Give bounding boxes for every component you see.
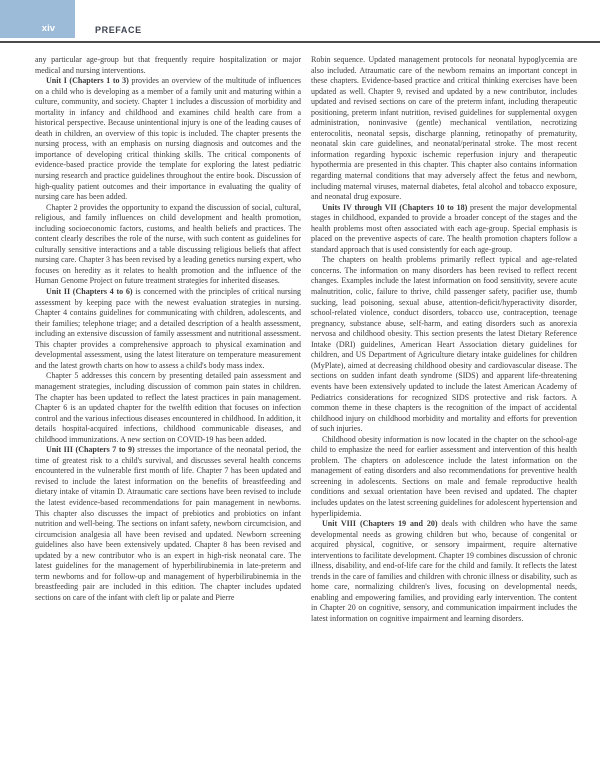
paragraph-text: any particular age-group but that frequently require hospitalization or major medical and nursing interventions.: [35, 55, 301, 75]
paragraph-text: stresses the importance of the neonatal period, the time of greatest risk to a child's survival, and discusses several health concerns encountered in the vulnerable first month of life. Chapter 7 has been updated and revised to include the latest information on the benefits of breastfeeding and dietary intake of vitamin D. Atraumatic care sections have been revised to include the latest evidence-based recommendations for pain management in newborns. This chapter also discusses the impact of prebiotics and probiotics on infant nutrition and well-being. The sections on infant safety, newborn circumcision, and circumcision analgesia all have been revised and updated. Newborn screening guidelines also have been extensively updated. Chapter 8 has been revised and updated by a new contributor who is an expert in high-risk neonatal care. The latest guidelines for the management of hyperbilirubinemia in late-preterm and term newborns and for follow-up and management of hyperbilirubinemia in the breastfeeding pair are included in this edition. The chapter includes updated sections on care of the infant with cleft lip or palate and Pierre: [35, 445, 302, 602]
unit-lead: Unit VIII (Chapters 19 and 20): [322, 519, 442, 529]
paragraph: [35, 371, 301, 445]
paragraph: [35, 445, 301, 603]
paragraph-text: Chapter 5 addresses this concern by presenting detailed pain assessment and management strategies, including discussion of common pain states in children. The chapter has been updated to reflect the latest practices in pain management. Chapter 6 is an updated chapter for the twelfth edition that focuses on infection control and the various infectious diseases encountered in childhood. In addition, it details hospital-acquired infections, childhood communicable diseases, and childhood immunizations. A new section on COVID-19 has been added.: [35, 371, 301, 444]
unit-lead: Unit I (Chapters 1 to 3): [46, 76, 132, 86]
header-title: PREFACE: [95, 25, 142, 35]
paragraph: [35, 287, 301, 371]
paragraph: [311, 435, 577, 519]
left-column: [35, 55, 301, 625]
paragraph-text: Childhood obesity information is now located in the chapter on the school-age child to emphasize the need for earlier assessment and intervention of this health problem. The chapters on adolescence include the latest information on the management of eating disorders and also recommendations for preventive health screening in adolescents. Sections on male and female reproductive health conditions and sexual orientation have been revised and updated. The chapter includes updates on the latest screening guidelines for adolescent hypertension and hyperlipidemia.: [311, 434, 577, 518]
paragraph-text: is concerned with the principles of critical nursing assessment by keeping pace with the newest evaluation strategies in nursing. Chapter 4 contains guidelines for communicating with children, adolescents, and their families; telephone triage; and a detailed description of a health assessment, including an extensive discussion of family assessment and nutritional assessment. This chapter provides a comprehensive approach to physical examination and developmental assessment, using the latest literature on temperature measurement and the latest growth charts on how to assess a child's body mass index.: [35, 287, 301, 370]
paragraph: [311, 255, 577, 434]
page-number-block: [0, 0, 75, 38]
paragraph-text: Robin sequence. Updated management protocols for neonatal hypoglycemia are also included. Atraumatic care of the newborn remains an important concept in these chapters. Evidence-based practice and critical thinking exercises have been updated as well. Chapter 9, revised and updated by a new contributor, includes updated and revised sections on care of the preterm infant, including therapeutic positioning, preterm infant nutrition, revised guidelines for supplemental oxygen administration, noninvasive (gentle) mechanical ventilation, necrotizing enterocolitis, neonatal sepsis, discharge planning, retinopathy of prematurity, neonatal skin care guidelines, and neonatal/perinatal stroke. The most recent information regarding hypoxic ischemic reperfusion injury and therapeutic hypothermia are presented in this chapter. This chapter also contains information regarding maternal conditions that may adversely affect the fetus and newborn, including maternal viruses, maternal diabetes, fetal alcohol and tobacco exposure, and neonatal drug exposure.: [311, 55, 577, 202]
paragraph: [311, 55, 577, 203]
paragraph: [311, 203, 577, 256]
paragraph-text: provides an overview of the multitude of influences on a child who is developing as a member of a family unit and maturing within a culture, community, and society. Chapter 1 includes a discussion of morbidity and mortality in infancy and childhood and examines child health care from a historical perspective. Because unintentional injury is one of the leading causes of death in children, an overview of this topic is included. The chapter presents the nursing process, with an emphasis on nursing diagnosis and outcomes and the importance of developing critical thinking skills. The critical components of evidence-based practice provide the template for exploring the latest pediatric nursing research and practice guidelines throughout the entire book. Discussion of high-quality patient outcomes and their importance in evaluating the quality of nursing care has been added.: [35, 76, 301, 202]
paragraph: [35, 203, 301, 287]
paragraph-text: present the major developmental stages in childhood, expanded to provide a broader concept of the stages and the health problems most often associated with each age-group. Special emphasis is placed on the preventive aspects of care. The health promotion chapters follow a standard approach that is used consistently for each age-group.: [311, 202, 577, 254]
page-number: xiv: [41, 22, 55, 34]
unit-lead: Unit III (Chapters 7 to 9): [46, 445, 138, 455]
header-rule: [0, 41, 600, 43]
paragraph: [35, 55, 301, 76]
unit-lead: Unit II (Chapters 4 to 6): [46, 287, 136, 297]
paragraph-text: The chapters on health problems primarily reflect typical and age-related concerns. The information on many disorders has been revised to reflect recent changes. Examples include the latest information on food sensitivity, severe acute malnutrition, colic, failure to thrive, child passenger safety, pacifier use, thumb sucking, lead poisoning, sexual abuse, attention-deficit/hyperactivity disorder, school-related violence, conduct disorders, tobacco use, contraception, teenage pregnancy, substance abuse, self-harm, and eating disorders such as anorexia nervosa and childhood obesity. This section presents the latest Dietary Reference Intake (DRI) guidelines, American Heart Association dietary guidelines for children, and US Department of Agriculture dietary intake guidelines for children (MyPlate), aimed at decreasing childhood obesity and cardiovascular disease. The sections on sudden infant death syndrome (SIDS) and apparent life-threatening events have been extensively updated to include the latest American Academy of Pediatrics considerations for recognized SIDS protective and risk factors. A common theme in these chapters is the recognition of the impact of accidental childhood injury on childhood morbidity and mortality and efforts for prevention of such injuries.: [311, 255, 577, 434]
unit-lead: Units IV through VII (Chapters 10 to 18): [322, 202, 471, 212]
paragraph: [311, 519, 577, 624]
paragraph-text: deals with children who have the same developmental needs as growing children but who, because of congenital or acquired physical, cognitive, or sensory impairment, require alternative interventions to facilitate development. Chapter 19 combines discussion of chronic illness, disability, and end-of-life care for the child and family. It reflects the latest trends in the care of families and children with chronic illness or disability, such as home care, normalizing children's lives, focusing on developmental needs, enabling and empowering families, and providing early intervention. The content in Chapter 20 on cognitive, sensory, and communication impairment includes the latest information on cognitive impairment and learning disorders.: [311, 519, 577, 623]
right-column: [311, 55, 577, 625]
paragraph: [35, 76, 301, 203]
paragraph-text: Chapter 2 provides the opportunity to expand the discussion of social, cultural, religious, and family influences on child development and health promotion, including socioeconomic factors, customs, and health beliefs and practices. The content clearly describes the role of the nurse, with such content as guidelines for culturally sensitive interactions and a table discussing religious beliefs that affect nursing care. Chapter 3 has been revised by a leading genetics nursing expert, who focuses on heredity as it relates to health promotion and the influence of the Human Genome Project on future treatment strategies for inherited diseases.: [35, 202, 301, 286]
page-body: [35, 55, 577, 625]
page-header: [0, 0, 600, 42]
